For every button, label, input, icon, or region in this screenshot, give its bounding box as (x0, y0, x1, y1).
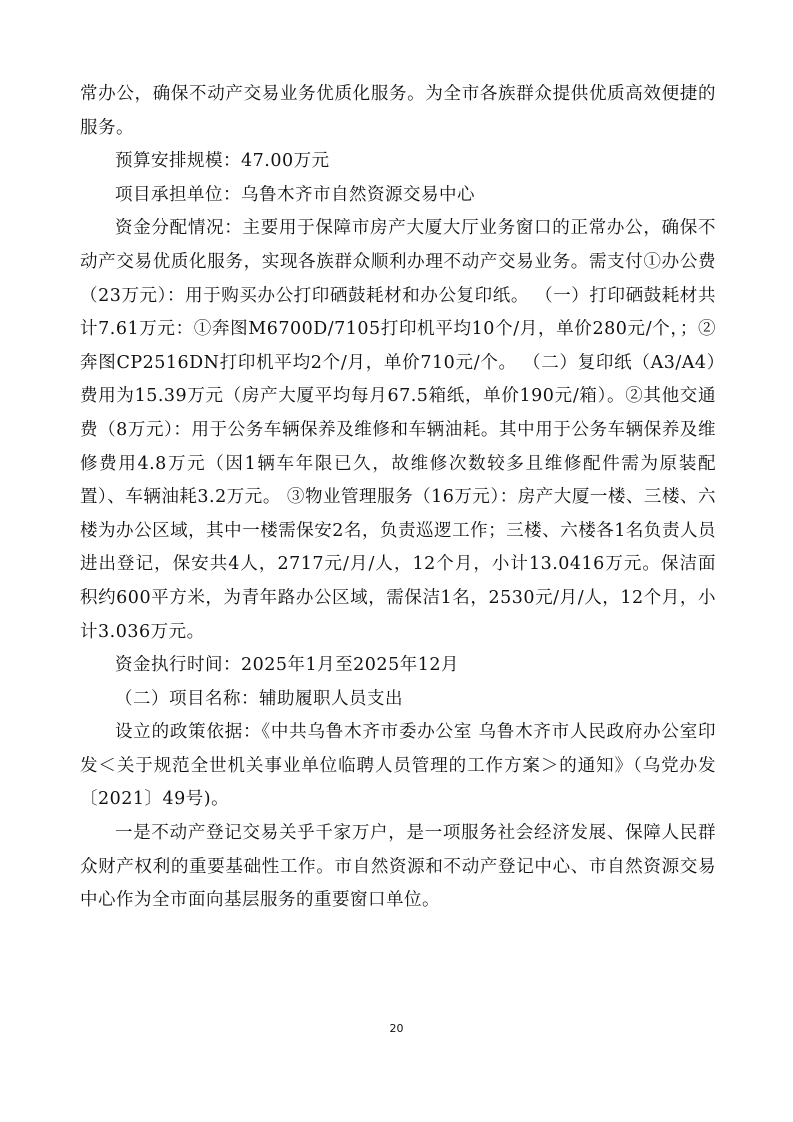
paragraph-budget-scale: 预算安排规模：47.00万元 (115, 151, 330, 172)
page-number: 20 (389, 1022, 404, 1035)
paragraph-execution-time: 资金执行时间：2025年1月至2025年12月 (115, 655, 459, 676)
paragraph-undertaking-unit: 项目承担单位：乌鲁木齐市自然资源交易中心 (115, 184, 475, 205)
paragraph-policy-basis: 设立的政策依据：《中共乌鲁木齐市委办公室 乌鲁木齐市人民政府办公室印发＜关于规范全世机关事业单位临聘人员管理的工作方案＞的通知》（乌党办发〔2021〕49号)。 (80, 722, 716, 810)
paragraph-point-one: 一是不动产登记交易关乎千家万户，是一项服务社会经济发展、保障人民群众财产权利的重要基础性工作。市自然资源和不动产登记中心、市自然资源交易中心作为全市面向基层服务的重要窗口单位。 (80, 823, 716, 911)
paragraph-project-name: （二）项目名称：辅助履职人员支出 (115, 688, 403, 709)
paragraph-fund-allocation: 资金分配情况：主要用于保障市房产大厦大厅业务窗口的正常办公，确保不动产交易优质化服务，实现各族群众顺利办理不动产交易业务。需支付①办公费（23万元）：用于购买办公打印硒鼓耗材和办公复印纸。 （一）打印硒鼓耗材共计7.61万元：①奔图M6700D/7105打印机平均10个/月，单价280元/个，；②奔图CP2516DN打印机平均2个/月，单价710元/个。 （二）复印纸（A3/A4）费用为15.39万元（房产大厦平均每月67.5箱纸，单价190元/箱）。②其他交通费（8万元）：用于公务车辆保养及维修和车辆油耗。其中用于公务车辆保养及维修费用4.8万元（因1辆车年限已久，故维修次数较多且维修配件需为原装配置）、车辆油耗3.2万元。 ③物业管理服务（16万元）：房产大厦一楼、三楼、六楼为办公区域，其中一楼需保安2名，负责巡逻工作；三楼、六楼各1名负责人员进出登记，保安共4人，2717元/月/人，12个月，小计13.0416万元。保洁面积约600平方米，为青年路办公区域，需保洁1名，2530元/月/人，12个月，小计3.036万元。 (80, 218, 716, 642)
document-body (80, 78, 716, 918)
paragraph-continuation: 常办公，确保不动产交易业务优质化服务。为全市各族群众提供优质高效便捷的服务。 (80, 84, 716, 138)
